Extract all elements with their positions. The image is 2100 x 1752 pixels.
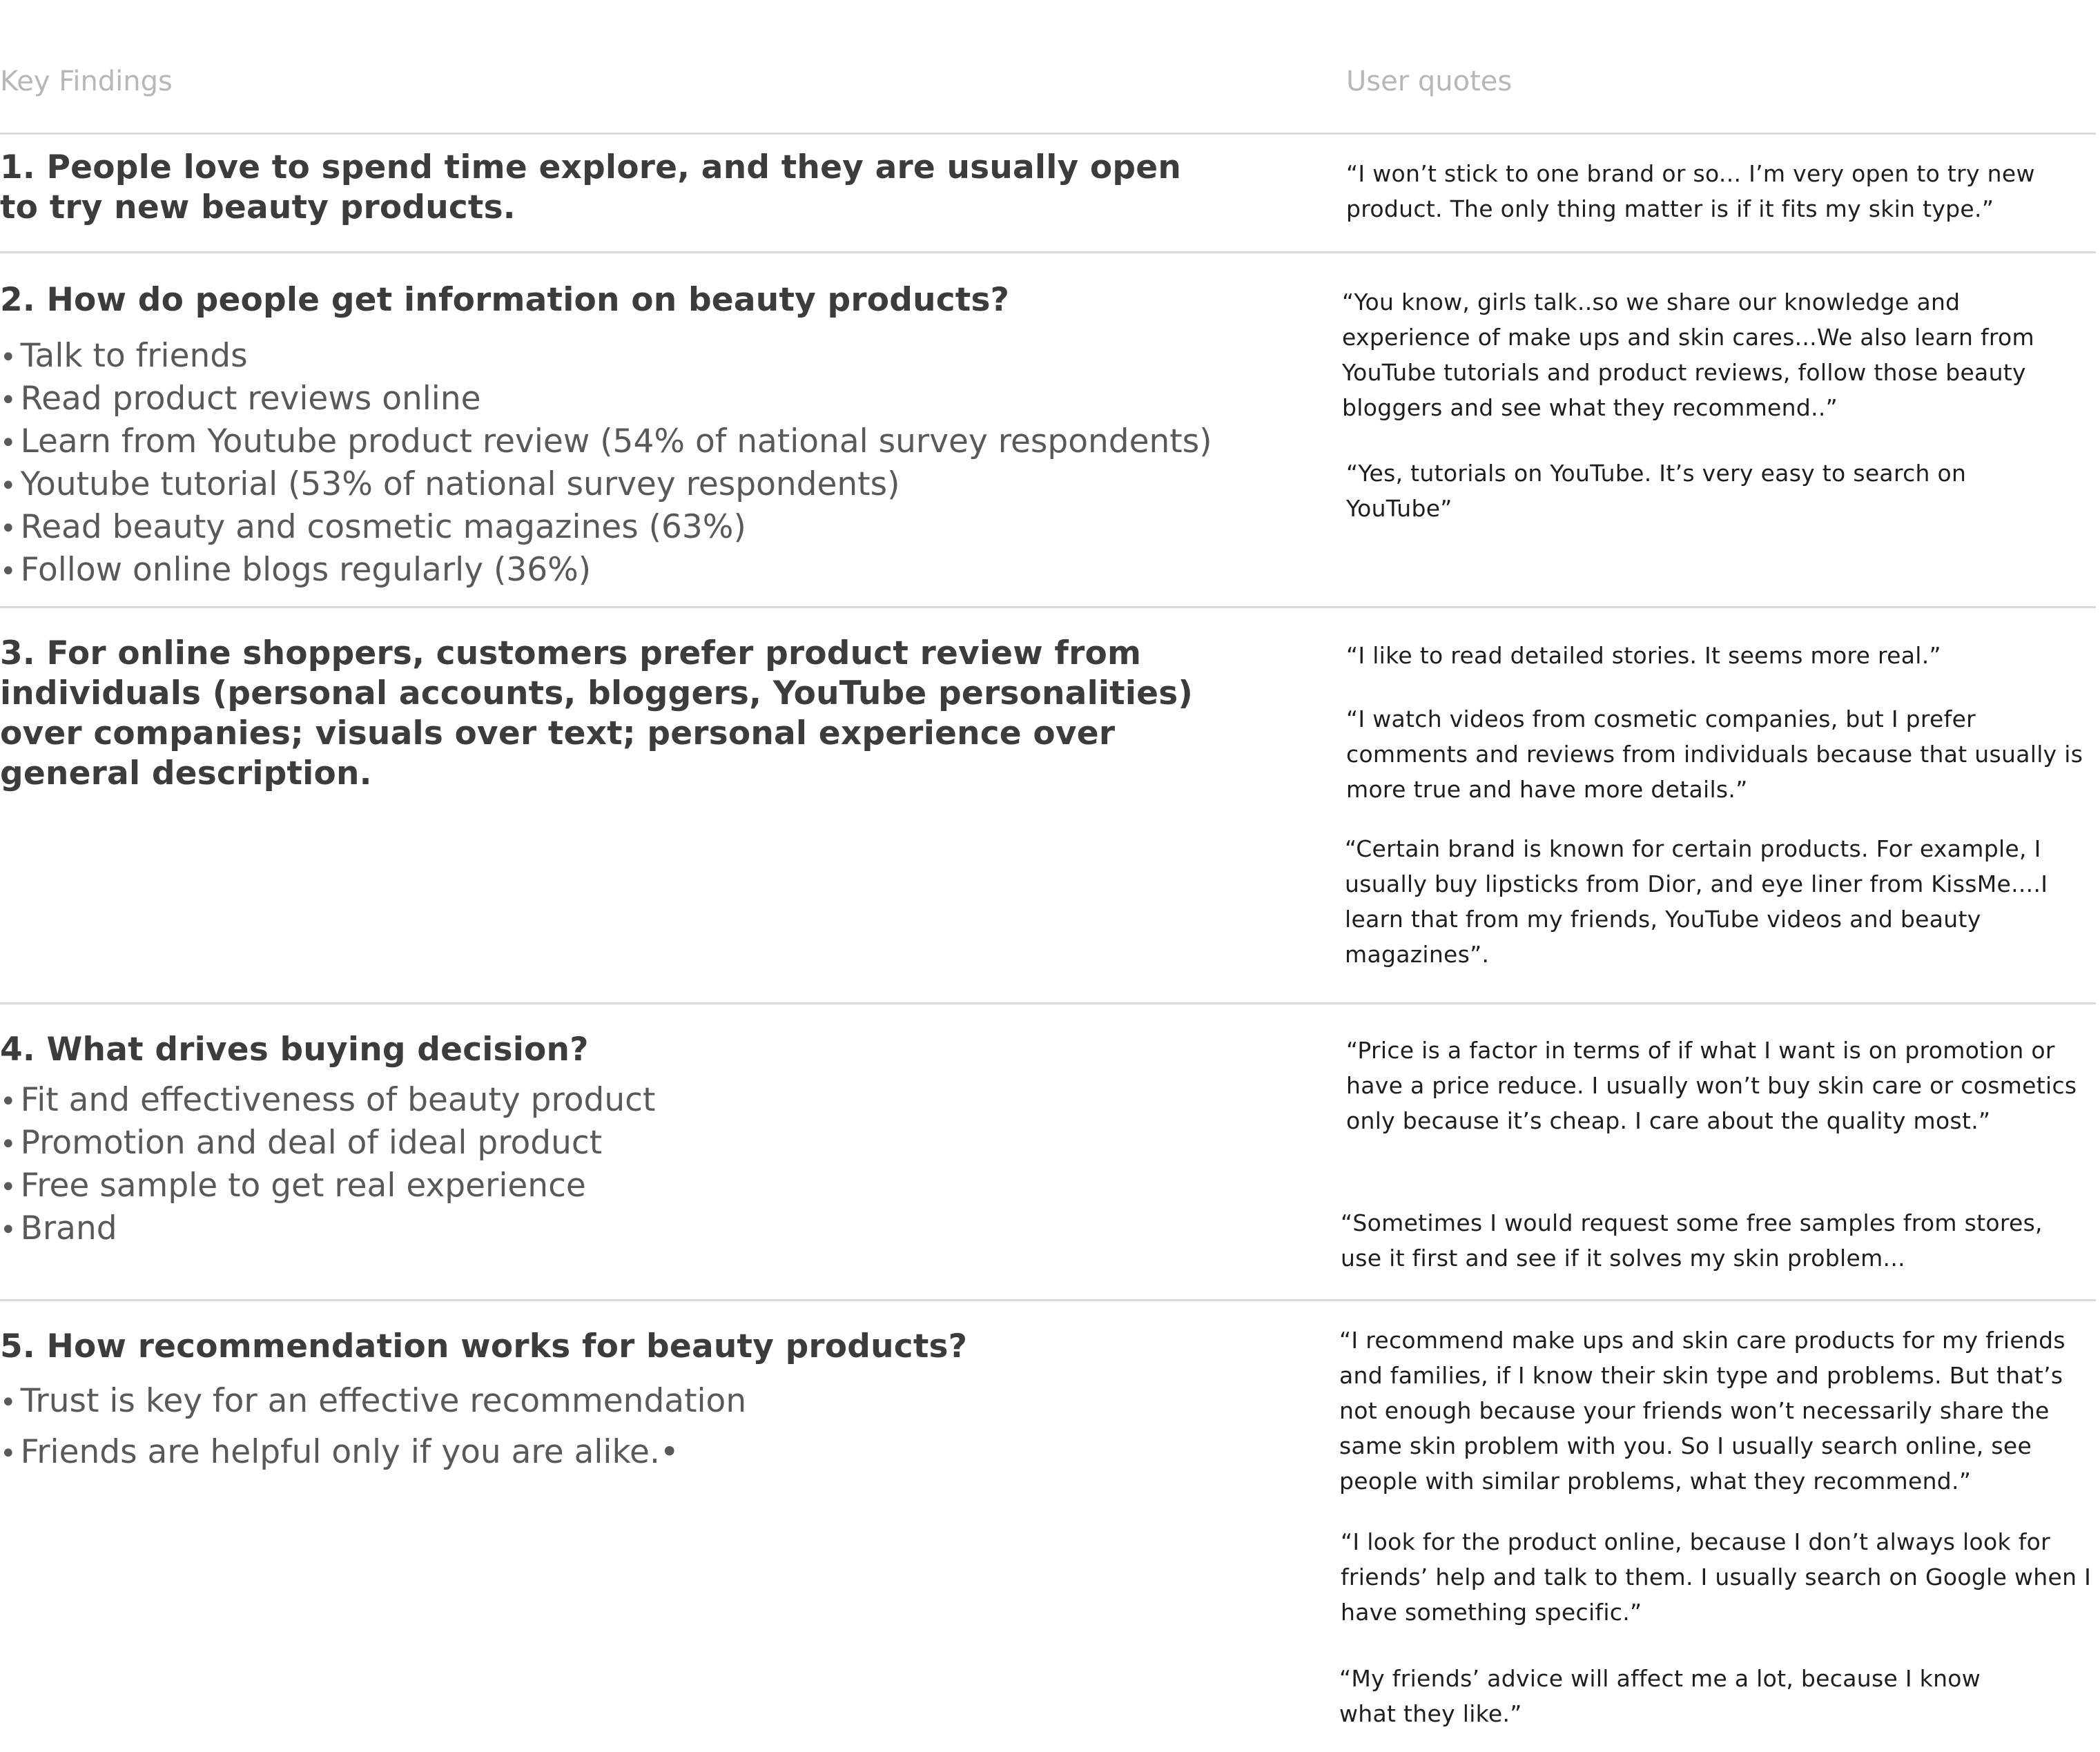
- bullet-dot-icon: •: [0, 1086, 17, 1118]
- user-quote: “I recommend make ups and skin care products for my friends and families, if I know their skin type and problems. But that’s not enough because your friends won’t necessarily share the same skin problem with you. So I usually search online, see people with similar problems, what they recommend.”: [1339, 1327, 2065, 1495]
- finding-bullet-list: [0, 1080, 655, 1251]
- user-quote: “I like to read detailed stories. It seems more real.”: [1346, 642, 1941, 669]
- finding-heading: 4. What drives buying decision?: [0, 1031, 589, 1069]
- bullet-dot-icon: •: [0, 1387, 17, 1419]
- finding-bullet-list: [0, 1376, 746, 1479]
- bullet-dot-icon: •: [0, 1438, 17, 1470]
- user-quotes-header: User quotes: [1346, 66, 1513, 97]
- finding-heading: 3. For online shoppers, customers prefer product review from individuals (personal accounts, bloggers, YouTube personalities) over companies; visuals over text; personal experience over general description.: [0, 634, 1194, 792]
- bullet-dot-icon: •: [0, 1129, 17, 1160]
- finding-bullet-list: [0, 335, 1212, 592]
- bullet-item: • Promotion and deal of ideal product: [0, 1124, 603, 1162]
- user-quote: “I watch videos from cosmetic companies, but I prefer comments and reviews from individuals because that usually is more true and have more details.”: [1346, 705, 2083, 803]
- divider: [0, 133, 2096, 135]
- bullet-item: • Fit and effectiveness of beauty product: [0, 1081, 656, 1119]
- bullet-dot-icon: •: [0, 556, 17, 587]
- bullet-item: • Learn from Youtube product review (54% of national survey respondents): [0, 422, 1212, 460]
- bullet-item: • Read beauty and cosmetic magazines (63%): [0, 508, 746, 546]
- bullet-dot-icon: •: [0, 427, 17, 459]
- user-quote: “I look for the product online, because I don’t always look for friends’ help and talk to them. I usually search on Google when I have something specific.”: [1341, 1528, 2092, 1626]
- bullet-item: • Follow online blogs regularly (36%): [0, 551, 592, 589]
- bullet-item: • Youtube tutorial (53% of national survey respondents): [0, 465, 900, 503]
- user-quote: “My friends’ advice will affect me a lot, because I know what they like.”: [1339, 1665, 1981, 1727]
- user-quote: “Sometimes I would request some free samples from stores, use it first and see if it solves my skin problem...: [1341, 1209, 2043, 1272]
- bullet-dot-icon: •: [0, 385, 17, 416]
- bullet-item: • Read product reviews online: [0, 380, 481, 418]
- bullet-item: • Trust is key for an effective recommendation: [0, 1382, 747, 1420]
- finding-heading: 5. How recommendation works for beauty products?: [0, 1327, 968, 1365]
- divider: [0, 1299, 2096, 1301]
- bullet-dot-icon: •: [0, 470, 17, 502]
- bullet-dot-icon: •: [0, 1214, 17, 1246]
- bullet-item: • Brand: [0, 1209, 117, 1247]
- bullet-dot-icon: •: [0, 342, 17, 373]
- bullet-item: • Free sample to get real experience: [0, 1167, 586, 1205]
- finding-heading: 1. People love to spend time explore, and they are usually open to try new beauty products.: [0, 148, 1182, 226]
- user-quote: “I won’t stick to one brand or so... I’m very open to try new product. The only thing matter is if it fits my skin type.”: [1346, 160, 2035, 222]
- key-findings-header: Key Findings: [0, 66, 173, 97]
- divider: [0, 606, 2096, 608]
- user-quote: “You know, girls talk..so we share our knowledge and experience of make ups and skin cares...We also learn from YouTube tutorials and product reviews, follow those beauty bloggers and see what they recommend..”: [1342, 289, 2034, 421]
- divider: [0, 251, 2096, 253]
- finding-heading: 2. How do people get information on beauty products?: [0, 281, 1010, 319]
- bullet-item: • Friends are helpful only if you are alike.•: [0, 1433, 679, 1471]
- divider: [0, 1002, 2096, 1004]
- user-quote: “Certain brand is known for certain products. For example, I usually buy lipsticks from Dior, and eye liner from KissMe....I learn that from my friends, YouTube videos and beauty magazines”.: [1345, 835, 2048, 968]
- user-quote: “Price is a factor in terms of if what I want is on promotion or have a price reduce. I usually won’t buy skin care or cosmetics only because it’s cheap. I care about the quality most.”: [1346, 1037, 2077, 1134]
- bullet-dot-icon: •: [0, 1171, 17, 1203]
- user-quote: “Yes, tutorials on YouTube. It’s very easy to search on YouTube”: [1346, 460, 1967, 522]
- bullet-item: • Talk to friends: [0, 337, 248, 375]
- bullet-dot-icon: •: [0, 513, 17, 545]
